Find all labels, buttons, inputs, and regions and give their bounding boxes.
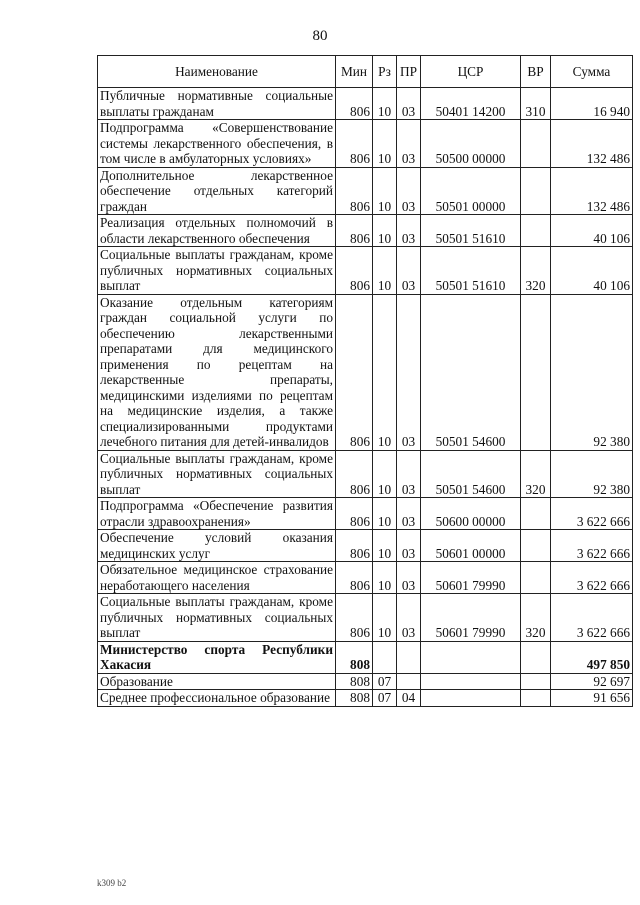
cell-min: 808 [336, 690, 373, 707]
header-rz: Рз [373, 56, 397, 88]
cell-name: Среднее профессиональное образование [98, 690, 336, 707]
cell-min: 806 [336, 498, 373, 530]
cell-sum: 3 622 666 [551, 562, 633, 594]
cell-min: 806 [336, 247, 373, 295]
cell-csr: 50601 79990 [421, 562, 521, 594]
cell-pr: 03 [397, 167, 421, 215]
cell-rz: 10 [373, 562, 397, 594]
header-csr: ЦСР [421, 56, 521, 88]
table-row [98, 498, 633, 530]
cell-rz: 10 [373, 215, 397, 247]
cell-rz: 10 [373, 247, 397, 295]
cell-pr: 03 [397, 88, 421, 120]
cell-vr: 310 [521, 88, 551, 120]
cell-pr: 03 [397, 530, 421, 562]
header-pr: ПР [397, 56, 421, 88]
cell-min: 806 [336, 88, 373, 120]
cell-sum: 3 622 666 [551, 594, 633, 642]
cell-name: Социальные выплаты гражданам, кроме публичных нормативных социальных выплат [98, 247, 336, 295]
cell-vr: 320 [521, 450, 551, 498]
cell-sum: 16 940 [551, 88, 633, 120]
table-row [98, 562, 633, 594]
cell-sum: 40 106 [551, 215, 633, 247]
cell-name: Обеспечение условий оказания медицинских услуг [98, 530, 336, 562]
cell-name: Социальные выплаты гражданам, кроме публичных нормативных социальных выплат [98, 450, 336, 498]
cell-name: Социальные выплаты гражданам, кроме публичных нормативных социальных выплат [98, 594, 336, 642]
cell-sum: 132 486 [551, 120, 633, 168]
cell-min: 806 [336, 167, 373, 215]
cell-rz: 10 [373, 88, 397, 120]
cell-csr: 50501 51610 [421, 247, 521, 295]
cell-sum: 92 380 [551, 450, 633, 498]
cell-pr: 03 [397, 247, 421, 295]
cell-pr: 03 [397, 120, 421, 168]
cell-csr: 50501 54600 [421, 450, 521, 498]
cell-vr [521, 294, 551, 450]
cell-name: Дополнительное лекарственное обеспечение отдельных категорий граждан [98, 167, 336, 215]
table-row [98, 88, 633, 120]
cell-vr [521, 641, 551, 673]
table-row [98, 120, 633, 168]
cell-min: 806 [336, 594, 373, 642]
header-sum: Сумма [551, 56, 633, 88]
table-row [98, 641, 633, 673]
cell-sum: 3 622 666 [551, 530, 633, 562]
cell-vr [521, 562, 551, 594]
cell-csr: 50401 14200 [421, 88, 521, 120]
cell-rz: 10 [373, 530, 397, 562]
cell-vr: 320 [521, 594, 551, 642]
table-row [98, 673, 633, 690]
cell-rz: 10 [373, 294, 397, 450]
cell-csr: 50501 54600 [421, 294, 521, 450]
page-number: 80 [312, 28, 328, 44]
cell-min: 806 [336, 120, 373, 168]
cell-rz: 10 [373, 167, 397, 215]
cell-vr [521, 673, 551, 690]
cell-rz: 10 [373, 450, 397, 498]
header-vr: ВР [521, 56, 551, 88]
table-row [98, 530, 633, 562]
cell-vr [521, 167, 551, 215]
cell-vr [521, 530, 551, 562]
cell-rz: 10 [373, 498, 397, 530]
cell-sum: 40 106 [551, 247, 633, 295]
cell-vr [521, 498, 551, 530]
cell-csr: 50600 00000 [421, 498, 521, 530]
cell-name: Подпрограмма «Обеспечение развития отрасли здравоохранения» [98, 498, 336, 530]
cell-name: Подпрограмма «Совершенствование системы лекарственного обеспечения, в том числе в амбулаторных условиях» [98, 120, 336, 168]
cell-csr [421, 641, 521, 673]
cell-pr: 03 [397, 215, 421, 247]
table-row [98, 594, 633, 642]
cell-name: Обязательное медицинское страхование неработающего населения [98, 562, 336, 594]
table-row [98, 215, 633, 247]
cell-rz: 10 [373, 594, 397, 642]
cell-rz: 07 [373, 673, 397, 690]
cell-csr: 50601 79990 [421, 594, 521, 642]
cell-csr [421, 673, 521, 690]
cell-pr: 04 [397, 690, 421, 707]
cell-name: Министерство спорта Республики Хакасия [98, 641, 336, 673]
cell-vr [521, 120, 551, 168]
cell-pr [397, 673, 421, 690]
header-min: Мин [336, 56, 373, 88]
cell-rz: 10 [373, 120, 397, 168]
header-name: Наименование [98, 56, 336, 88]
footer-code: k309 b2 [97, 878, 127, 888]
cell-csr: 50501 51610 [421, 215, 521, 247]
cell-pr: 03 [397, 498, 421, 530]
cell-min: 806 [336, 450, 373, 498]
cell-min: 808 [336, 641, 373, 673]
cell-sum: 497 850 [551, 641, 633, 673]
cell-name: Публичные нормативные социальные выплаты гражданам [98, 88, 336, 120]
cell-name: Реализация отдельных полномочий в области лекарственного обеспечения [98, 215, 336, 247]
cell-sum: 92 697 [551, 673, 633, 690]
table-row [98, 294, 633, 450]
table-header-row [98, 56, 633, 88]
table-body [98, 88, 633, 707]
cell-pr: 03 [397, 450, 421, 498]
cell-min: 806 [336, 530, 373, 562]
cell-name: Образование [98, 673, 336, 690]
cell-vr [521, 690, 551, 707]
cell-pr [397, 641, 421, 673]
cell-min: 808 [336, 673, 373, 690]
cell-pr: 03 [397, 594, 421, 642]
cell-vr [521, 215, 551, 247]
cell-rz [373, 641, 397, 673]
cell-name: Оказание отдельным категориям граждан социальной услуги по обеспечению лекарственными препаратами для медицинского применения по рецептам на лекарственные препараты, медицинскими изделиями по рецептам на медицинские изделия, а также специализированными продуктами лечебного питания для детей-инвалидов [98, 294, 336, 450]
table-row [98, 690, 633, 707]
cell-csr [421, 690, 521, 707]
cell-sum: 3 622 666 [551, 498, 633, 530]
cell-min: 806 [336, 562, 373, 594]
cell-pr: 03 [397, 294, 421, 450]
cell-csr: 50500 00000 [421, 120, 521, 168]
table-row [98, 247, 633, 295]
cell-csr: 50601 00000 [421, 530, 521, 562]
table-row [98, 450, 633, 498]
cell-sum: 91 656 [551, 690, 633, 707]
cell-min: 806 [336, 294, 373, 450]
cell-min: 806 [336, 215, 373, 247]
table-row [98, 167, 633, 215]
cell-sum: 132 486 [551, 167, 633, 215]
cell-csr: 50501 00000 [421, 167, 521, 215]
cell-vr: 320 [521, 247, 551, 295]
budget-table [97, 55, 633, 707]
cell-pr: 03 [397, 562, 421, 594]
cell-rz: 07 [373, 690, 397, 707]
cell-sum: 92 380 [551, 294, 633, 450]
